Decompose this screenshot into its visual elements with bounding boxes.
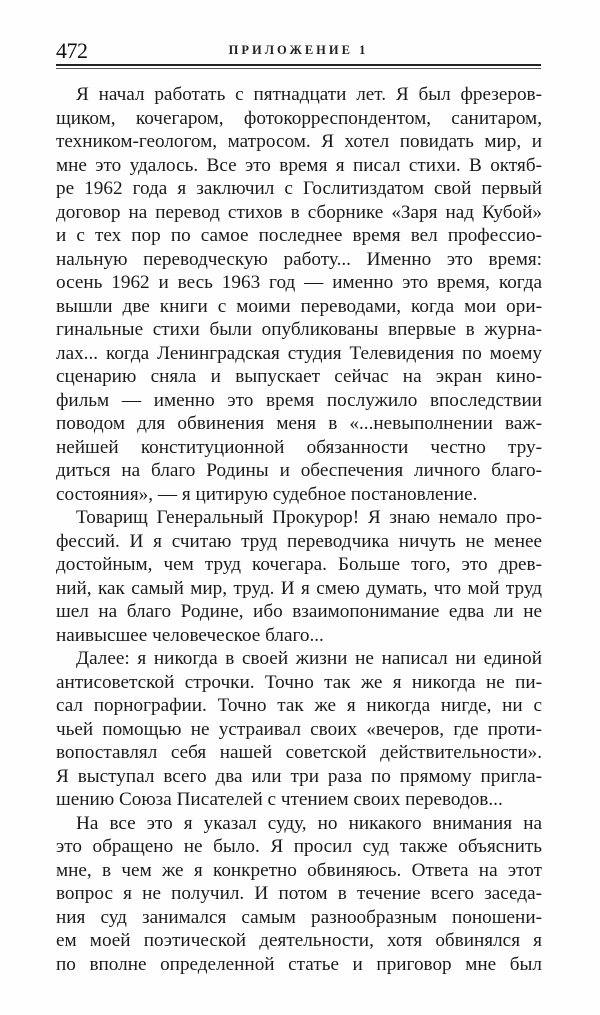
text-line: лах... когда Ленинградская студия Телевидения по моему [56, 342, 542, 364]
text-line: достойным, чем труд кочегара. Больше того, это древ- [56, 554, 542, 575]
text-line: чьей помощью не устраивал своих «вечеров, где проти- [56, 718, 542, 740]
text-line: нальную переводческую работу... Именно это время: [56, 248, 542, 270]
text-line: вышли две книги с моими переводами, когда мои ори- [56, 295, 542, 317]
text-line: наивысшее человеческое благо... [56, 624, 324, 646]
paragraph [56, 812, 542, 977]
text-line: техником-геологом, матросом. Я хотел повидать мир, и [56, 131, 542, 152]
text-line: фильм — именно это время послужило впоследствии [56, 389, 542, 411]
text-line: Я выступал всего два или три раза по прямому пригла- [56, 765, 542, 787]
text-line: ем моей поэтической деятельности, хотя обвинялся я [56, 930, 542, 951]
text-line: диться на благо Родины и обеспечения личного благо- [56, 460, 542, 481]
text-line: осень 1962 и весь 1963 год — именно это время, когда [56, 272, 542, 293]
text-line: Далее: я никогда в своей жизни не написал ни единой [76, 648, 542, 669]
text-line: договор на перевод стихов в сборнике «Заря над Кубой» [56, 201, 542, 223]
text-line: шел на благо Родине, ибо взаимопонимание едва ли не [56, 601, 542, 622]
paragraph [56, 647, 542, 812]
body-text [56, 83, 542, 976]
paragraph [56, 506, 542, 647]
text-line: мне это удалось. Все это время я писал стихи. В октяб- [56, 154, 542, 176]
text-line: антисоветской строчки. Точно так же я никогда не пи- [56, 671, 542, 693]
text-line: вопоставлял себя нашей советской действительности». [56, 742, 542, 763]
header-rule-thick [56, 64, 541, 66]
text-line: вопрос я не получил. И потом в течение всего заседа- [56, 883, 542, 904]
page-number: 472 [56, 38, 88, 63]
text-line: сал порнографии. Точно так же я никогда нигде, ни с [56, 695, 542, 716]
text-line: сценарию сняла и выпускает сейчас на экран кино- [56, 366, 542, 387]
text-line: Я начал работать с пятнадцати лет. Я был фрезеров- [76, 84, 542, 105]
text-line: Товарищ Генеральный Прокурор! Я знаю немало про- [76, 507, 542, 528]
text-line: фессий. И я считаю труд переводчика ничуть не менее [56, 530, 542, 552]
text-line: На все это я указал суду, но никакого внимания на [76, 812, 542, 834]
text-line: щиком, кочегаром, фотокорреспондентом, санитаром, [56, 107, 542, 129]
text-line: мне, в чем же я конкретно обвиняюсь. Ответа на этот [56, 859, 542, 881]
text-line: шению Союза Писателей с чтением своих переводов... [56, 789, 503, 810]
running-title: ПРИЛОЖЕНИЕ 1 [228, 43, 369, 57]
text-line: ния суд занимался самым разнообразным поношени- [56, 906, 542, 928]
text-line: и с тех пор по самое последнее время вел профессио- [56, 225, 542, 246]
page-header [56, 38, 541, 64]
text-line: гинальные стихи были опубликованы впервые в журна- [56, 319, 542, 340]
text-line: поводом для обвинения меня в «...невыполнении важ- [56, 413, 542, 434]
text-line: ре 1962 года я заключил с Гослитиздатом свой первый [56, 178, 542, 199]
paragraph [56, 83, 542, 506]
text-line: это обращено не было. Я просил суд также объяснить [56, 836, 542, 857]
text-line: нейшей конституционной обязанности честно тру- [56, 436, 542, 458]
header-rule-thin [56, 68, 541, 69]
text-line: состояния», — я цитирую судебное постановление. [56, 483, 478, 505]
text-line: по вполне определенной статье и приговор мне был [56, 953, 542, 975]
text-line: ний, как самый мир, труд. И я смею думать, что мой труд [56, 577, 542, 599]
